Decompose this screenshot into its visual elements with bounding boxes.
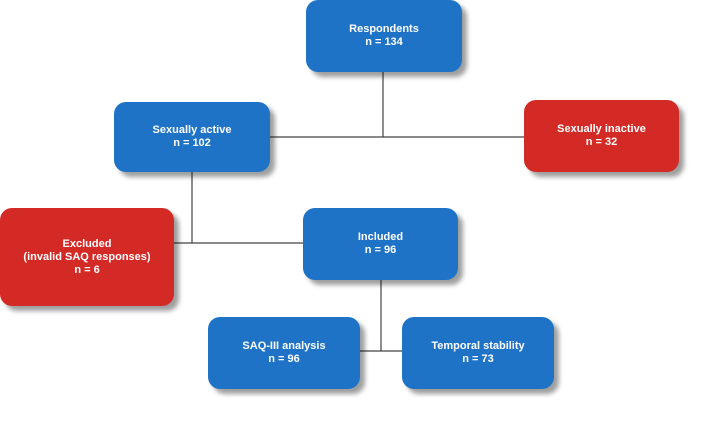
sexually-active-box <box>114 102 270 172</box>
sexually-inactive-count: n = 32 <box>585 136 618 148</box>
respondents-title: Respondents <box>349 23 419 35</box>
saq-analysis-count: n = 96 <box>268 353 300 365</box>
temporal-stability-box <box>402 317 554 389</box>
excluded-box <box>0 208 174 306</box>
excluded-title: Excluded <box>62 237 112 250</box>
respondents-box <box>306 0 462 72</box>
temporal-stability-count: n = 73 <box>462 353 494 365</box>
sexually-active-count: n = 102 <box>173 137 211 149</box>
saq-analysis-box <box>208 317 360 389</box>
saq-analysis-title: SAQ-III analysis <box>242 340 326 352</box>
included-count: n = 96 <box>364 244 397 256</box>
sexually-active-title: Sexually active <box>152 124 232 136</box>
respondents-count: n = 134 <box>365 36 403 48</box>
included-title: Included <box>357 231 404 243</box>
excluded-reason: (invalid SAQ responses) <box>23 250 151 263</box>
sexually-inactive-title: Sexually inactive <box>557 123 646 135</box>
included-box <box>303 208 458 280</box>
excluded-count: n = 6 <box>74 263 100 276</box>
temporal-stability-title: Temporal stability <box>431 340 525 352</box>
sexually-inactive-box <box>524 100 679 172</box>
